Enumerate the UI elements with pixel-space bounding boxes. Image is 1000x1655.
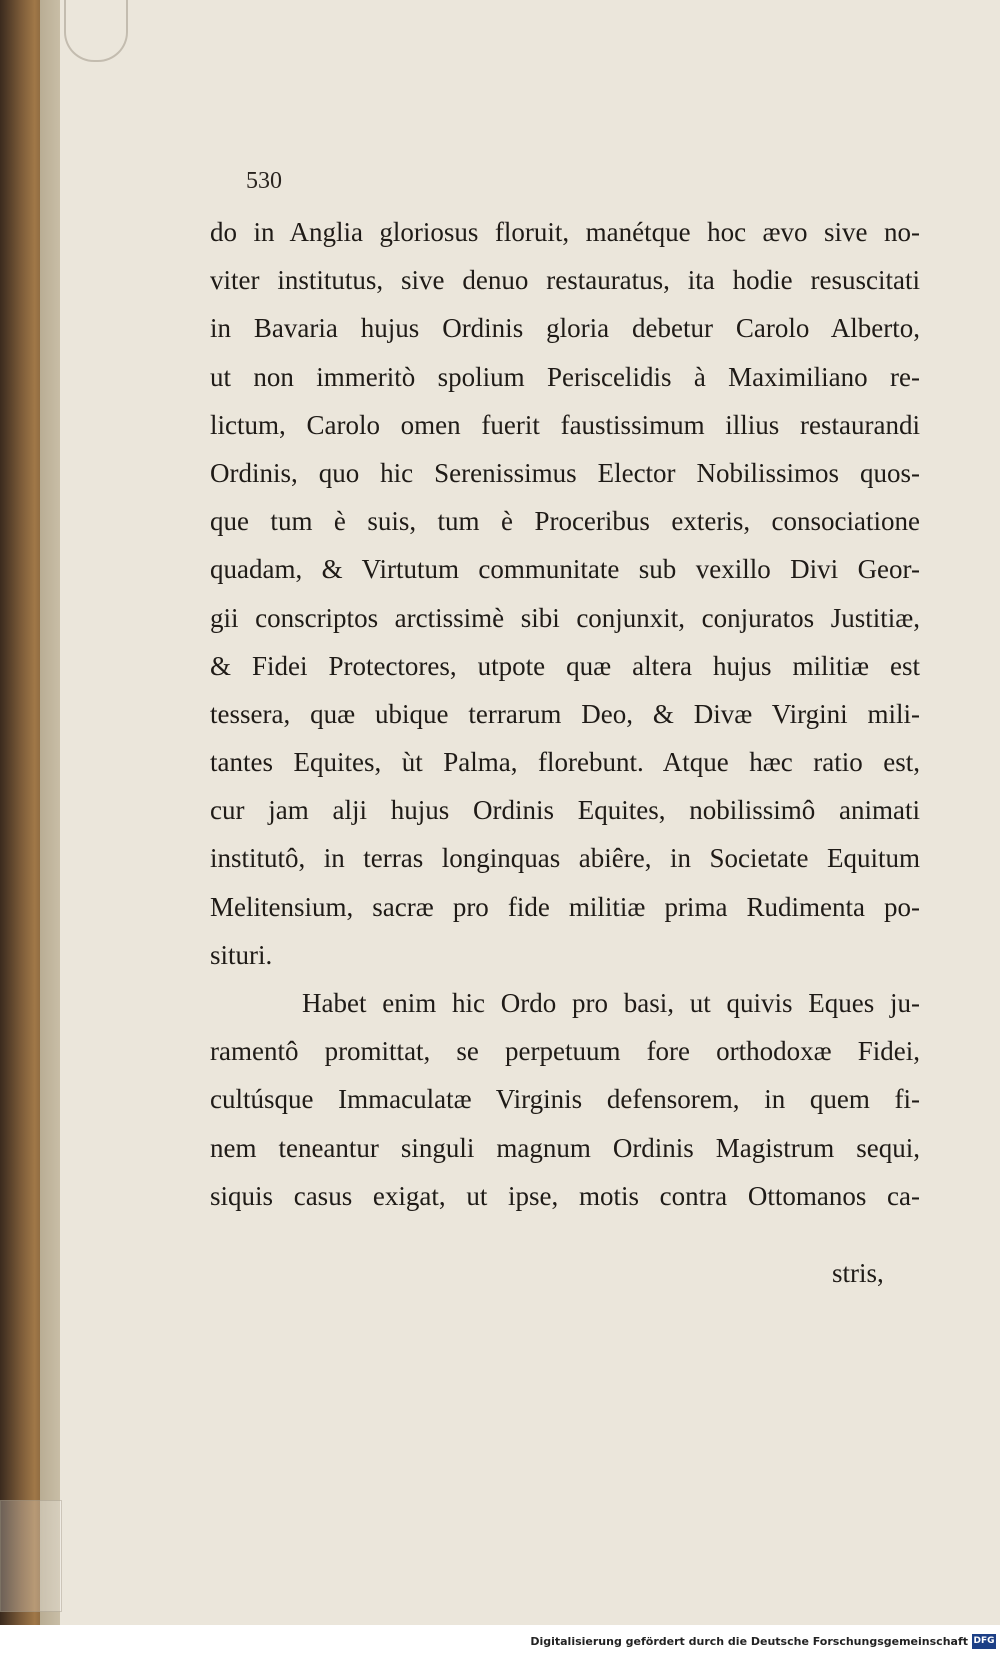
clip-mark xyxy=(64,0,128,62)
text-line: institutô, in terras longinquas abiêre, in Societate Equitum xyxy=(210,843,920,874)
text-line: in Bavaria hujus Ordinis gloria debetur Carolo Alberto, xyxy=(210,313,920,344)
text-line: ramentô promittat, se perpetuum fore orthodoxæ Fidei, xyxy=(210,1036,920,1067)
text-line: gii conscriptos arctissimè sibi conjunxit, conjuratos Justitiæ, xyxy=(210,602,920,633)
text-line: nem teneantur singuli magnum Ordinis Magistrum sequi, xyxy=(210,1132,920,1163)
page-number: 530 xyxy=(246,168,282,194)
text-line: ut non immeritò spolium Periscelidis à Maximiliano re- xyxy=(210,361,920,392)
text-line: Melitensium, sacræ pro fide militiæ prima Rudimenta po- xyxy=(210,891,920,922)
text-line: tantes Equites, ùt Palma, florebunt. Atque hæc ratio est, xyxy=(210,747,920,778)
text-line: viter institutus, sive denuo restauratus, ita hodie resuscitati xyxy=(210,265,920,296)
text-line: do in Anglia gloriosus floruit, manétque hoc ævo sive no- xyxy=(210,217,920,247)
text-line: siquis casus exigat, ut ipse, motis contra Ottomanos ca- xyxy=(210,1180,920,1211)
page-text xyxy=(210,210,920,1222)
text-line: Ordinis, quo hic Serenissimus Elector Nobilissimos quos- xyxy=(210,457,920,488)
text-line: cur jam alji hujus Ordinis Equites, nobilissimô animati xyxy=(210,795,920,826)
text-line: cultúsque Immaculatæ Virginis defensorem, in quem fi- xyxy=(210,1084,920,1115)
text-line: tessera, quæ ubique terrarum Deo, & Divæ Virgini mili- xyxy=(210,698,920,729)
footer-bar xyxy=(0,1625,1000,1655)
text-line: & Fidei Protectores, utpote quæ altera hujus militiæ est xyxy=(210,650,920,681)
dfg-logo-icon: DFG xyxy=(972,1634,996,1649)
text-line: situri. xyxy=(210,939,273,970)
text-line: Habet enim hic Ordo pro basi, ut quivis Eques ju- xyxy=(302,988,920,1018)
text-line: lictum, Carolo omen fuerit faustissimum illius restaurandi xyxy=(210,409,920,440)
footer-credit: Digitalisierung gefördert durch die Deutsche Forschungsgemeinschaft xyxy=(530,1635,968,1648)
catchword: stris, xyxy=(832,1258,884,1288)
paper-tab xyxy=(0,1500,62,1612)
text-line: quadam, & Virtutum communitate sub vexillo Divi Geor- xyxy=(210,554,920,585)
text-line: que tum è suis, tum è Proceribus exteris, consociatione xyxy=(210,506,920,537)
